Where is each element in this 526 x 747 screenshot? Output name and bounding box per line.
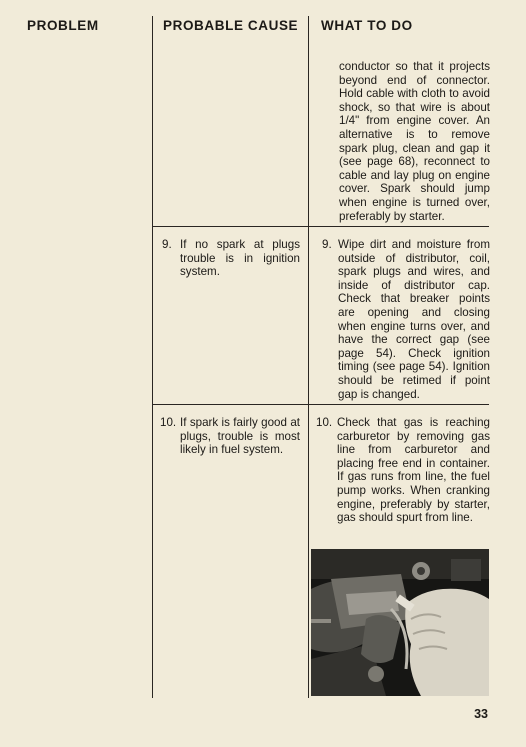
what-to-do-text: Check that gas is reaching carburetor by removing gas line from carburetor and placing free end in container. If gas runs from line, the fuel pump works. When cranking engine, preferably by starter, gas should spurt from line. <box>337 416 490 525</box>
what-to-do-continuation <box>339 60 490 223</box>
page-number: 33 <box>474 707 488 721</box>
header-problem: PROBLEM <box>27 18 99 33</box>
row-divider-1 <box>152 226 489 227</box>
cause-number: 10. <box>160 416 177 429</box>
what-to-do-item-10 <box>316 416 490 525</box>
header-what-to-do: WHAT TO DO <box>321 18 413 33</box>
cause-item-10 <box>160 416 300 457</box>
cause-text: If no spark at plugs trouble is in ignition system. <box>180 238 300 279</box>
cause-number: 9. <box>162 238 172 251</box>
cause-text: If spark is fairly good at plugs, trouble is most likely in fuel system. <box>180 416 300 457</box>
cause-item-9 <box>162 238 300 279</box>
row-divider-2 <box>152 404 489 405</box>
what-to-do-number: 10. <box>316 416 333 429</box>
column-divider-cause <box>308 16 309 698</box>
what-to-do-text: conductor so that it projects beyond end of connector. Hold cable with cloth to avoid shock, so that wire is about 1/4" from engine cover. An alternative is to remove spark plug, clean and gap it (see page 68), reconnect to cable and lay plug on engine cover. Spark should jump when engine is turned over, preferably by starter. <box>339 60 490 223</box>
what-to-do-item-9 <box>322 238 490 401</box>
carburetor-photo <box>311 549 489 696</box>
what-to-do-text: Wipe dirt and moisture from outside of distributor, coil, spark plugs and wires, and inside of distributor cap. Check that breaker points are opening and closing when engine turns over, and have the correct gap (see page 54). Check ignition timing (see page 54). Ignition should be retimed if point gap is changed. <box>338 238 490 401</box>
header-probable-cause: PROBABLE CAUSE <box>163 18 299 33</box>
column-divider-problem <box>152 16 153 698</box>
what-to-do-number: 9. <box>322 238 332 251</box>
